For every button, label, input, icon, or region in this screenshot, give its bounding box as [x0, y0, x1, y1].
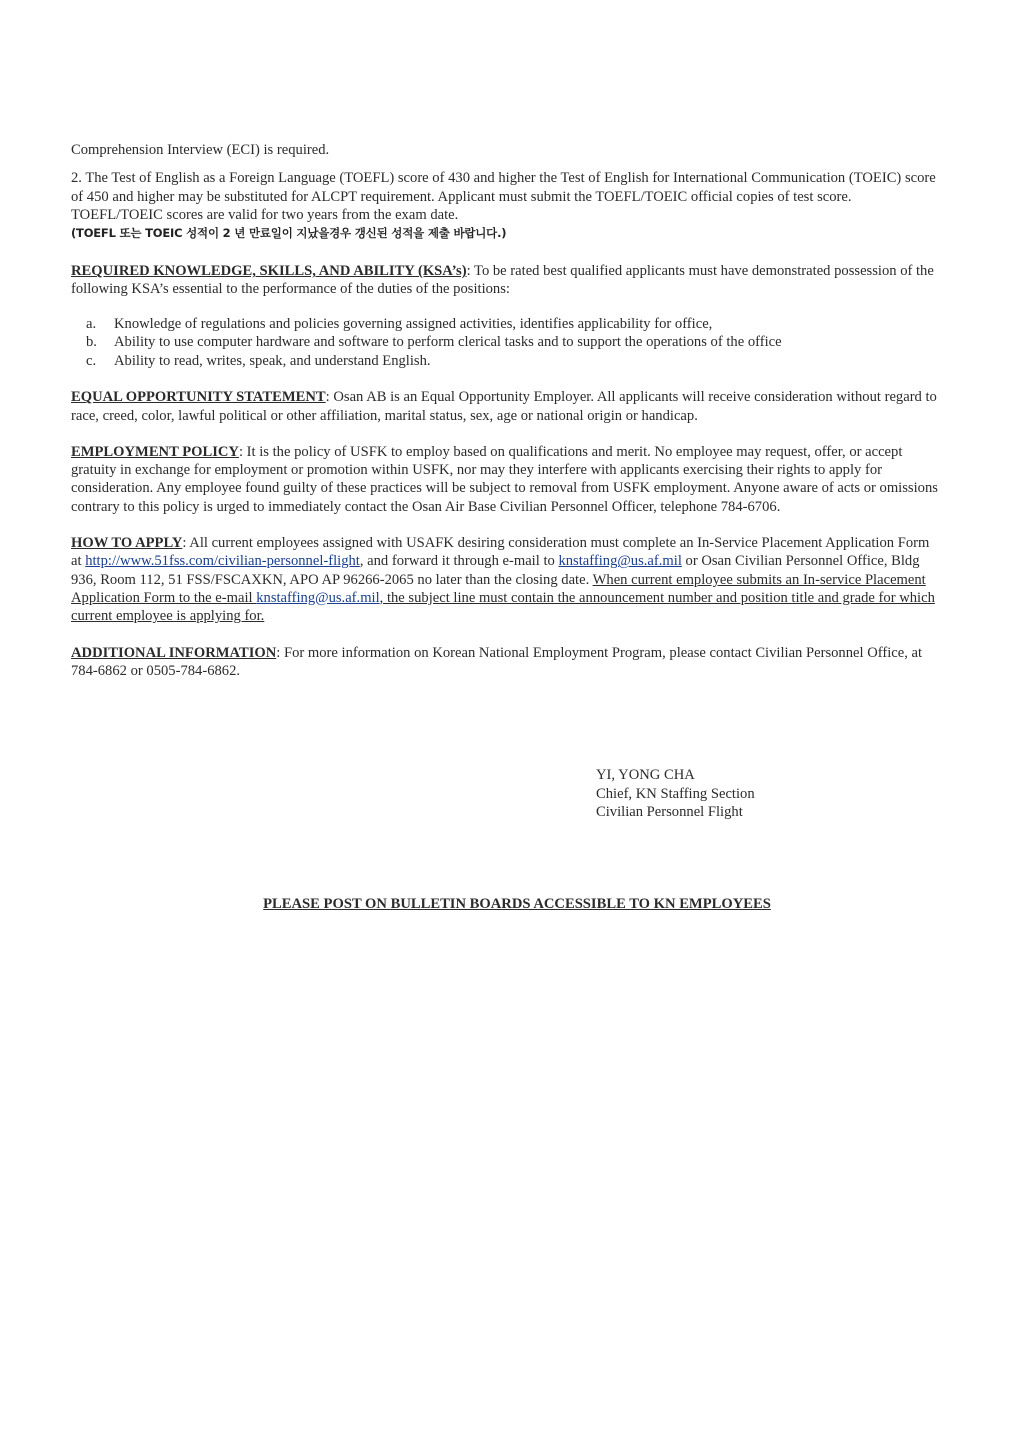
apply-underlined-2: , the subject line must contain the announcement number and position title and grade for which current employee is applying for.	[71, 589, 935, 625]
ksa-intro: : To be rated best qualified applicants must have demonstrated possession of the following KSA’s essential to the performance of the duties of the positions:	[71, 263, 934, 298]
korean-note: (TOEFL 또는 TOEIC 성적이 2 년 만료일이 지났을경우 갱신된 성적을 제출 바랍니다.)	[71, 226, 507, 241]
signature-block	[596, 766, 755, 822]
ksa-item-c	[71, 352, 943, 371]
ksa-paragraph	[71, 262, 943, 299]
signature-name: YI, YONG CHA	[596, 767, 695, 783]
ksa-item-b	[71, 333, 943, 352]
staffing-email-link[interactable]: knstaffing@us.af.mil	[558, 553, 682, 570]
eeo-paragraph	[71, 388, 943, 425]
ksa-item-marker: b.	[86, 334, 97, 351]
toefl-requirement: 2. The Test of English as a Foreign Language (TOEFL) score of 430 and higher the Test of English for International Communication (TOEIC) score of 450 and higher may be substituted for ALCPT requirement. Applicant must submit the TOEFL/TOEIC official copies of test score. TOEFL/TOEIC scores are valid for two years from the exam date.	[71, 170, 936, 223]
additional-section	[71, 644, 943, 681]
eeo-section	[71, 388, 943, 425]
eeo-heading: EQUAL OPPORTUNITY STATEMENT	[71, 389, 326, 406]
signature-office: Civilian Personnel Flight	[596, 804, 743, 820]
ksa-item-marker: a.	[86, 315, 97, 332]
staffing-email-link-2[interactable]: knstaffing@us.af.mil	[256, 589, 380, 606]
ksa-item-marker: c.	[86, 352, 97, 369]
ksa-item-text: Ability to use computer hardware and software to perform clerical tasks and to support the operations of the office	[114, 334, 782, 351]
apply-section	[71, 534, 943, 625]
apply-underlined-1: When current employee submits an In-service Placement Application Form to the e-mail	[71, 571, 926, 606]
application-form-link[interactable]: http://www.51fss.com/civilian-personnel-flight	[85, 553, 360, 570]
ksa-section	[71, 262, 943, 370]
additional-paragraph	[71, 644, 943, 681]
ksa-item-a	[71, 315, 943, 334]
signature-title: Chief, KN Staffing Section	[596, 785, 755, 802]
apply-heading: HOW TO APPLY	[71, 535, 183, 552]
additional-heading: ADDITIONAL INFORMATION	[71, 644, 277, 661]
policy-paragraph	[71, 443, 943, 516]
posting-notice: PLEASE POST ON BULLETIN BOARDS ACCESSIBLE TO KN EMPLOYEES	[263, 896, 771, 912]
policy-section	[71, 443, 943, 516]
additional-text: : For more information on Korean National Employment Program, please contact Civilian Personnel Office, at 784-6862 or 0505-784-6862.	[71, 644, 923, 679]
policy-heading: EMPLOYMENT POLICY	[71, 443, 239, 460]
document-body	[71, 141, 943, 698]
apply-paragraph	[71, 534, 943, 625]
ksa-list	[71, 315, 943, 371]
policy-text: : It is the policy of USFK to employ based on qualifications and merit. No employee may request, offer, or accept gratuity in exchange for employment or promotion within USFK, nor may they interfere with applicants exercising their rights to apply for consideration. Any employee found guilty of these practices will be subject to removal from USFK employment. Anyone aware of acts or omissions contrary to this policy is urged to immediately contact the Osan Air Base Civilian Personnel Officer, telephone 784-6706.	[71, 443, 938, 515]
apply-text-1: : All current employees assigned with USAFK desiring consideration must complete an In-Service Placement Application Form at	[71, 535, 930, 570]
apply-text-2: , and forward it through e-mail to	[359, 553, 559, 570]
ksa-heading: REQUIRED KNOWLEDGE, SKILLS, AND ABILITY (KSA’s)	[71, 263, 467, 280]
ksa-item-text: Ability to read, writes, speak, and understand English.	[114, 352, 431, 369]
ksa-item-text: Knowledge of regulations and policies governing assigned activities, identifies applicability for office,	[114, 315, 713, 332]
eeo-text: : Osan AB is an Equal Opportunity Employer. All applicants will receive consideration without regard to race, creed, color, lawful political or other affiliation, marital status, sex, age or national origin or handicap.	[71, 389, 937, 424]
eci-continuation: Comprehension Interview (ECI) is required.	[71, 142, 330, 158]
apply-text-3: or Osan Civilian Personnel Office, Bldg 936, Room 112, 51 FSS/FSCAXKN, APO AP 96266-2065 no later than the closing date.	[71, 553, 920, 588]
